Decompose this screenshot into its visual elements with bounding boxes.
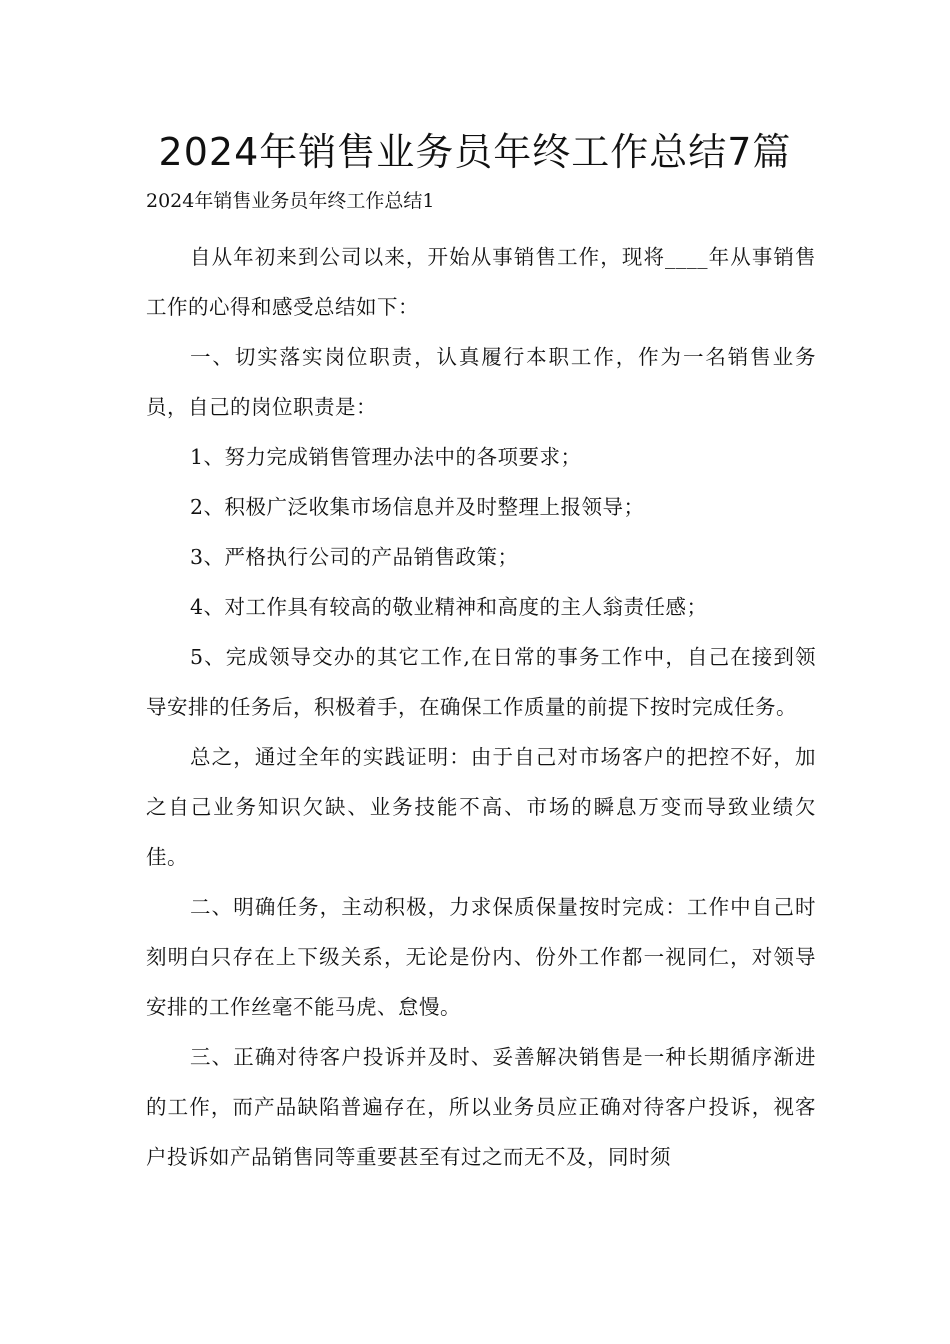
document-body xyxy=(146,232,816,1182)
paragraph-section-2: 二、明确任务，主动积极，力求保质保量按时完成：工作中自己时刻明白只存在上下级关系，无论是份内、份外工作都一视同仁，对领导安排的工作丝毫不能马虎、怠慢。 xyxy=(146,895,816,1019)
list-item-4: 4、对工作具有较高的敬业精神和高度的主人翁责任感； xyxy=(190,595,708,619)
list-item-1: 1、努力完成销售管理办法中的各项要求； xyxy=(190,445,582,469)
list-item-2: 2、积极广泛收集市场信息并及时整理上报领导； xyxy=(190,495,645,519)
list-item-5: 5、完成领导交办的其它工作,在日常的事务工作中，自己在接到领导安排的任务后，积极着手，在确保工作质量的前提下按时完成任务。 xyxy=(146,645,816,719)
paragraph-section-3: 三、正确对待客户投诉并及时、妥善解决销售是一种长期循序渐进的工作，而产品缺陷普遍存在，所以业务员应正确对待客户投诉，视客户投诉如产品销售同等重要甚至有过之而无不及，同时须 xyxy=(146,1045,816,1169)
list-item-3: 3、严格执行公司的产品销售政策； xyxy=(190,545,519,569)
paragraph-section-1: 一、切实落实岗位职责，认真履行本职工作，作为一名销售业务员，自己的岗位职责是： xyxy=(146,345,816,419)
paragraph-summary: 总之，通过全年的实践证明：由于自己对市场客户的把控不好，加之自己业务知识欠缺、业务技能不高、市场的瞬息万变而导致业绩欠佳。 xyxy=(146,745,816,869)
document-title: 2024年销售业务员年终工作总结7篇 xyxy=(158,130,792,174)
paragraph-intro: 自从年初来到公司以来，开始从事销售工作，现将____年从事销售工作的心得和感受总结如下： xyxy=(146,245,816,319)
section-subtitle: 2024年销售业务员年终工作总结1 xyxy=(146,190,435,212)
